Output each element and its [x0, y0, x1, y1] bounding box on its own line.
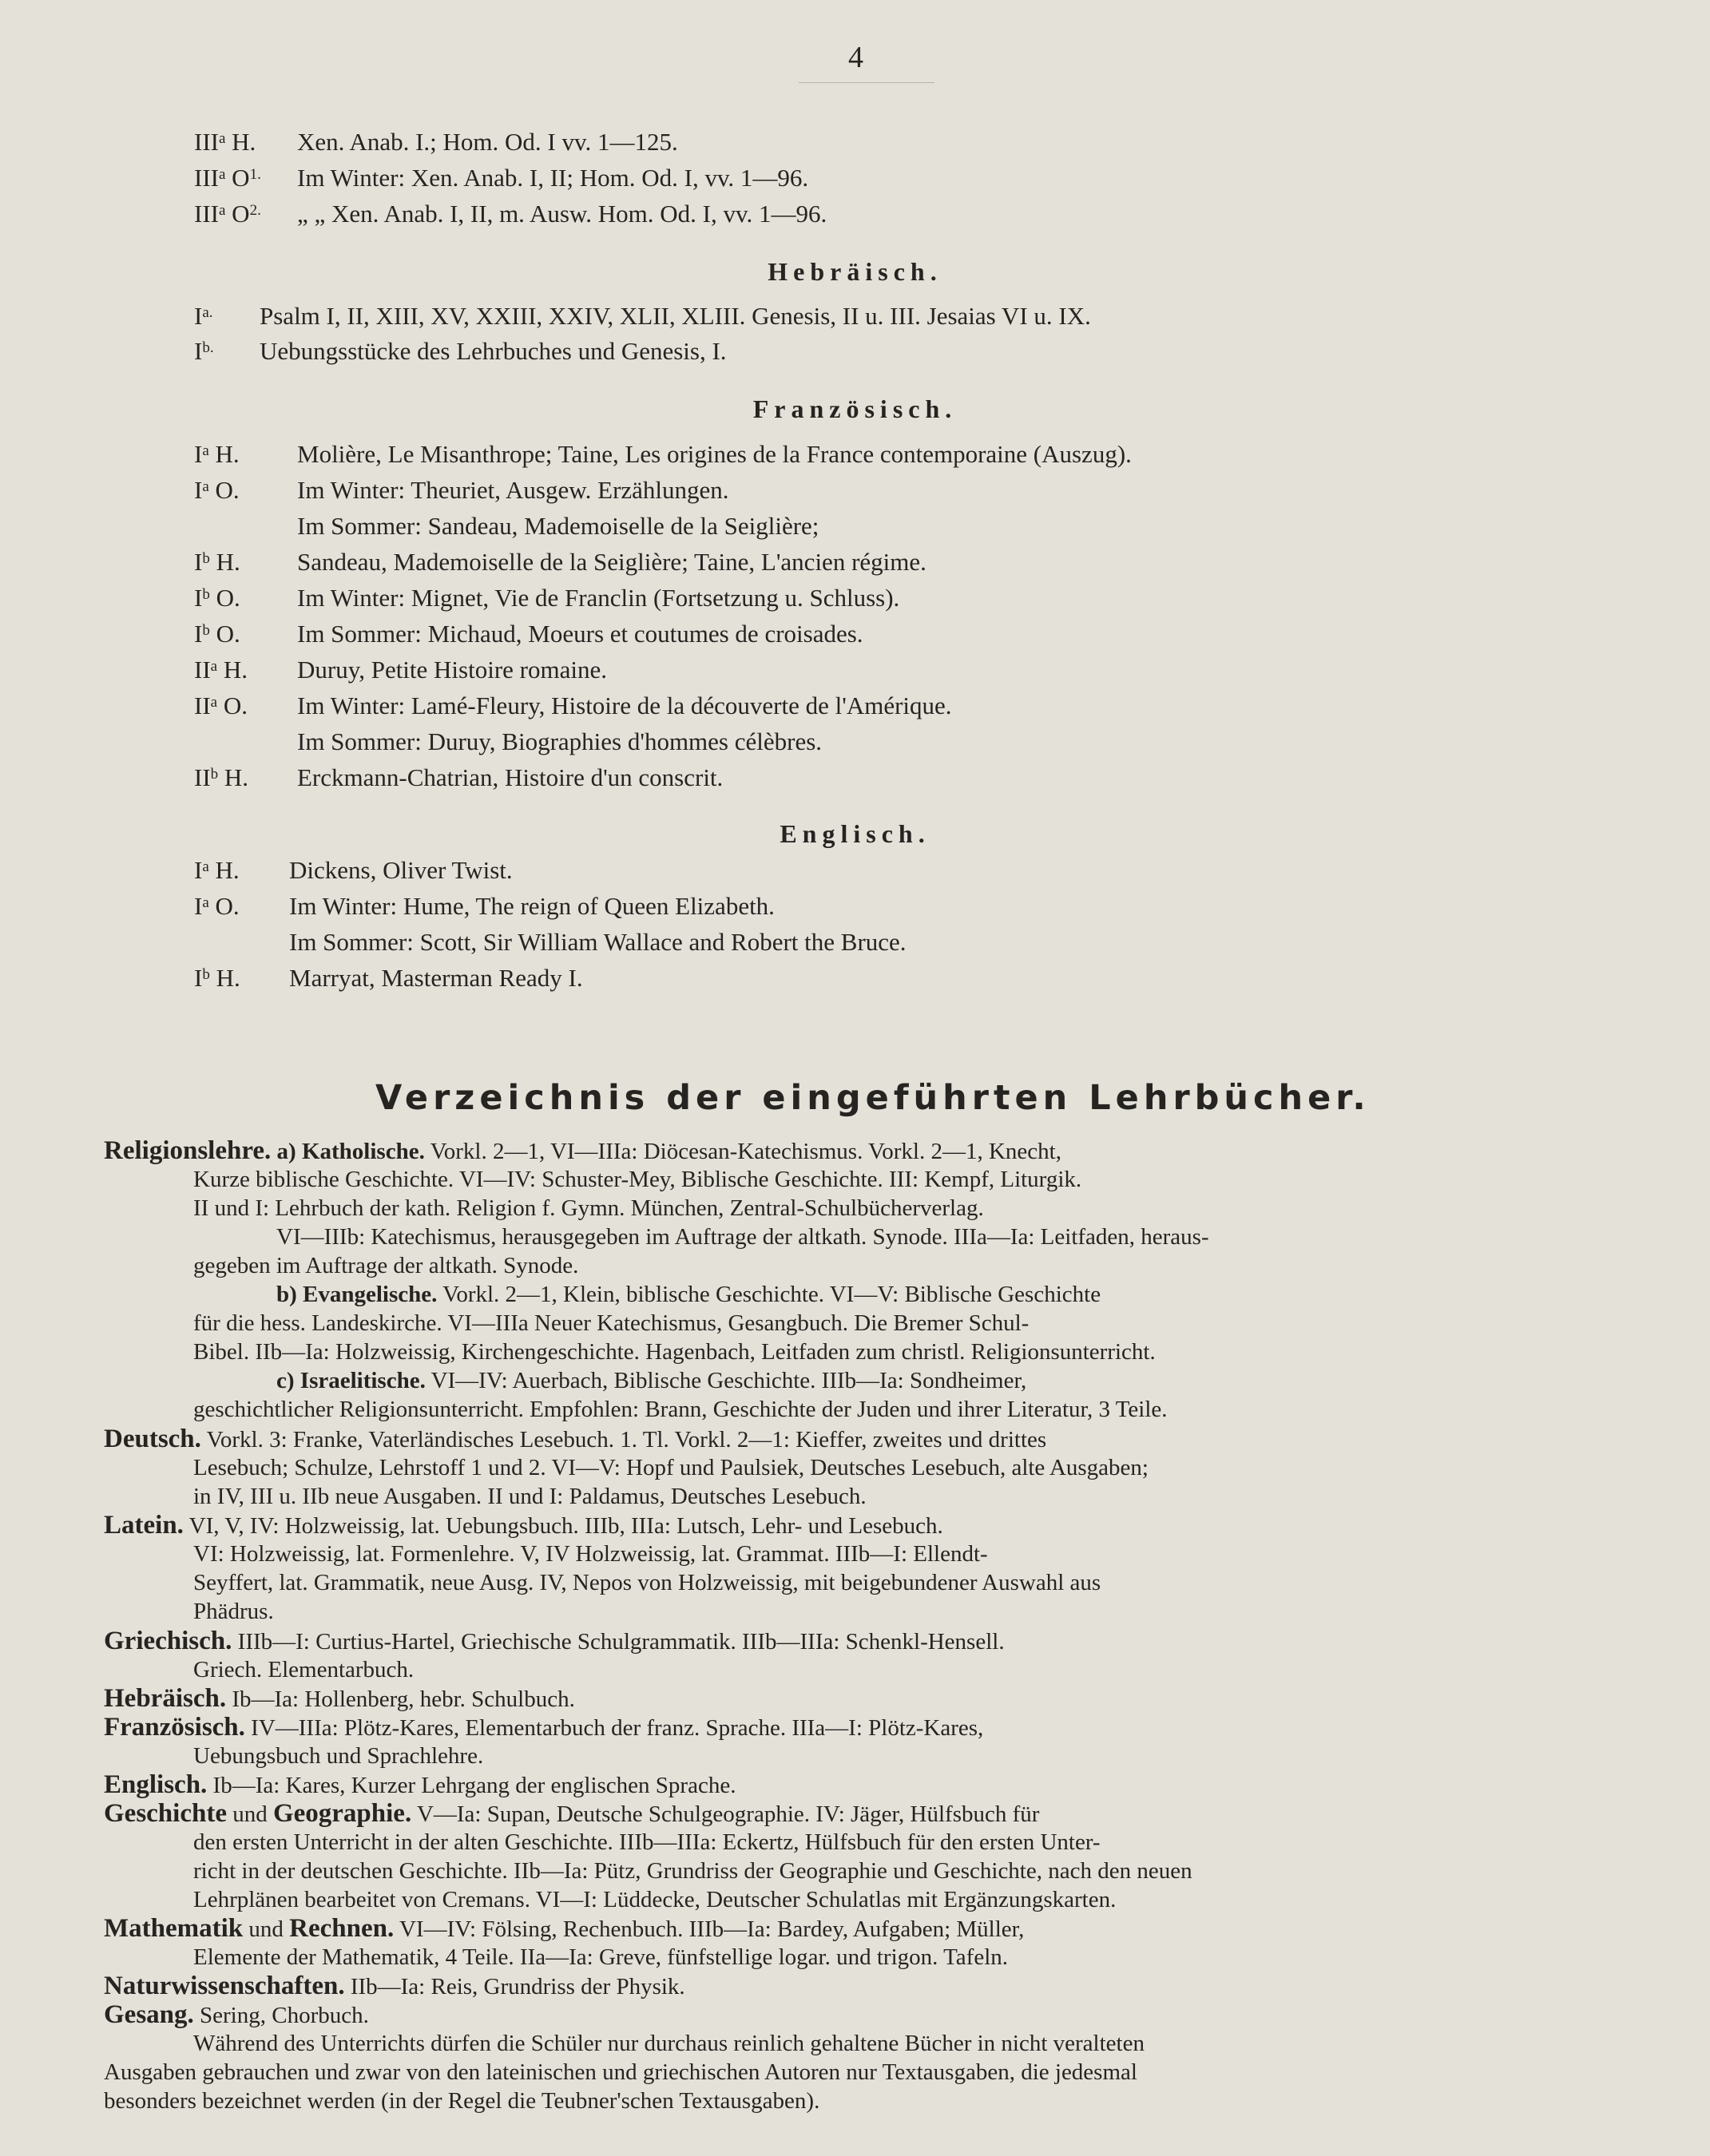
entry-text: Im Winter: Lamé-Fleury, Histoire de la découverte de l'Amérique. [297, 692, 952, 719]
religion-line-5: gegeben im Auftrage der altkath. Synode. [193, 1253, 579, 1278]
latein-line-1 [104, 1512, 943, 1540]
entry-text: Im Winter: Xen. Anab. I, II; Hom. Od. I, vv. 1—96. [297, 164, 809, 192]
evangelical-text: Vorkl. 2—1, Klein, biblische Geschichte. VI—V: Biblische Geschichte [442, 1282, 1101, 1307]
class-label: $I^b$ O. [194, 584, 240, 612]
entry-text: Psalm I, II, XIII, XV, XXIII, XXIV, XLII, XLIII. Genesis, II u. III. Jesaias VI u. IX. [260, 302, 1091, 330]
entry-text: Im Winter: Mignet, Vie de Franclin (Fortsetzung u. Schluss). [297, 584, 900, 612]
entry-text: Xen. Anab. I.; Hom. Od. I vv. 1—125. [297, 128, 678, 156]
class-label: $I^b$ H. [194, 548, 240, 576]
class-label: $I^{a.}$ [194, 302, 213, 330]
class-label: $II^a$ O. [194, 692, 248, 719]
gesang-line-1 [104, 2001, 369, 2029]
mathematik-und: und [248, 1916, 284, 1942]
entry-text: Marryat, Masterman Ready I. [289, 964, 583, 992]
entry-text: Duruy, Petite Histoire romaine. [297, 656, 607, 684]
catholic-label: a) Katholische. [276, 1139, 425, 1164]
gesang-text: Sering, Chorbuch. [200, 2003, 369, 2028]
textbooks-title: Verzeichnis der eingeführten Lehrbücher. [375, 1078, 1371, 1118]
section-heading-english: Englisch. [780, 819, 930, 848]
latein-text: VI, V, IV: Holzweissig, lat. Uebungsbuch. IIIb, IIIa: Lutsch, Lehr- und Lesebuch. [188, 1513, 943, 1539]
griechisch-text: IIIb—I: Curtius-Hartel, Griechische Schulgrammatik. IIIb—IIIa: Schenkl-Hensell. [237, 1629, 1005, 1655]
franzoesisch-line-2: Uebungsbuch und Sprachlehre. [193, 1743, 484, 1769]
latein-heading: Latein. [104, 1511, 184, 1540]
religion-heading: Religionslehre. [104, 1136, 272, 1165]
entry-text: „ „ Xen. Anab. I, II, m. Ausw. Hom. Od. I, vv. 1—96. [297, 200, 827, 228]
englisch-line-1 [104, 1771, 736, 1799]
section-heading-french: Französisch. [752, 394, 958, 423]
geschichte-line-2: den ersten Unterricht in der alten Geschichte. IIIb—IIIa: Eckertz, Hülfsbuch für den ersten Unter- [193, 1829, 1101, 1855]
religion-line-1 [104, 1137, 1061, 1165]
rechnen-heading: Rechnen. [289, 1914, 395, 1943]
griechisch-line-1 [104, 1627, 1005, 1655]
religion-line-4: VI—IIIb: Katechismus, herausgegeben im Auftrage der altkath. Synode. IIIa—Ia: Leitfaden, heraus- [276, 1224, 1209, 1250]
section-heading-hebrew: Hebräisch. [768, 257, 942, 286]
deutsch-heading: Deutsch. [104, 1425, 201, 1453]
religion-line-3: II und I: Lehrbuch der kath. Religion f. Gymn. München, Zentral-Schulbücherverlag. [193, 1195, 984, 1221]
griechisch-heading: Griechisch. [104, 1627, 232, 1655]
natur-text: IIb—Ia: Reis, Grundriss der Physik. [350, 1974, 685, 1999]
mathematik-text: VI—IV: Fölsing, Rechenbuch. IIIb—Ia: Bardey, Aufgaben; Müller, [399, 1916, 1025, 1942]
entry-text: Molière, Le Misanthrope; Taine, Les origines de la France contemporaine (Auszug). [297, 440, 1132, 468]
griechisch-line-2: Griech. Elementarbuch. [193, 1657, 415, 1682]
deutsch-text: Vorkl. 3: Franke, Vaterländisches Lesebuch. 1. Tl. Vorkl. 2—1: Kieffer, zweites und drittes [206, 1427, 1047, 1453]
englisch-heading: Englisch. [104, 1770, 208, 1799]
class-label: $I^{b.}$ [194, 337, 214, 365]
entry-text: Im Sommer: Scott, Sir William Wallace and Robert the Bruce. [289, 928, 907, 956]
hebraeisch-line-1 [104, 1685, 575, 1713]
geschichte-line-3: richt in der deutschen Geschichte. IIb—Ia: Pütz, Grundriss der Geographie und Geschichte, nach den neuen [193, 1858, 1192, 1884]
natur-heading: Naturwissenschaften. [104, 1972, 345, 2000]
mathematik-line-2: Elemente der Mathematik, 4 Teile. IIa—Ia: Greve, fünfstellige logar. und trigon. Tafeln. [193, 1944, 1008, 1970]
geschichte-und: und [232, 1801, 268, 1827]
entry-text: Im Sommer: Duruy, Biographies d'hommes célèbres. [297, 727, 823, 755]
geographie-heading: Geographie. [272, 1799, 412, 1828]
entry-text: Sandeau, Mademoiselle de la Seiglière; Taine, L'ancien régime. [297, 548, 926, 576]
latein-line-2: VI: Holzweissig, lat. Formenlehre. V, IV Holzweissig, lat. Grammat. IIIb—I: Ellendt- [193, 1541, 988, 1567]
franzoesisch-text: IV—IIIa: Plötz-Kares, Elementarbuch der franz. Sprache. IIIa—I: Plötz-Kares, [251, 1715, 984, 1741]
geschichte-line-4: Lehrplänen bearbeitet von Cremans. VI—I: Lüddecke, Deutscher Schulatlas mit Ergänzungskarten. [193, 1887, 1117, 1912]
note-line-3: besonders bezeichnet werden (in der Regel die Teubner'schen Textausgaben). [104, 2088, 820, 2114]
israelite-text: VI—IV: Auerbach, Biblische Geschichte. IIIb—Ia: Sondheimer, [430, 1368, 1027, 1393]
deutsch-line-1 [104, 1425, 1046, 1453]
entry-text: Im Winter: Theuriet, Ausgew. Erzählungen. [297, 476, 729, 504]
natur-line-1 [104, 1972, 685, 2000]
israelite-line-1 [276, 1367, 1026, 1394]
evangelical-label: b) Evangelische. [276, 1282, 438, 1307]
deutsch-line-2: Lesebuch; Schulze, Lehrstoff 1 und 2. VI—V: Hopf und Paulsiek, Deutsches Lesebuch, alte Ausgaben; [193, 1455, 1149, 1480]
entry-text: Im Sommer: Sandeau, Mademoiselle de la Seiglière; [297, 512, 819, 540]
geschichte-line-1 [104, 1800, 1039, 1828]
entry-text: Uebungsstücke des Lehrbuches und Genesis, I. [260, 337, 727, 365]
entry-text: Dickens, Oliver Twist. [289, 856, 513, 884]
israelite-line-2: geschichtlicher Religionsunterricht. Empfohlen: Brann, Geschichte der Juden und ihrer Literatur, 3 Teile. [193, 1397, 1168, 1422]
note-line-2: Ausgaben gebrauchen und zwar von den lateinischen und griechischen Autoren nur Textausgaben, die jedesmal [104, 2059, 1137, 2085]
latein-line-4: Phädrus. [193, 1599, 274, 1624]
class-label: $I^a$ H. [194, 856, 240, 884]
gesang-heading: Gesang. [104, 2000, 194, 2029]
class-label: $I^a$ O. [194, 476, 240, 504]
class-label: $I^a$ H. [194, 440, 240, 468]
religion-text: Vorkl. 2—1, VI—IIIa: Diöcesan-Katechismus. Vorkl. 2—1, Knecht, [430, 1139, 1061, 1164]
class-label: III$^a$ H. [194, 128, 256, 156]
geschichte-heading: Geschichte [104, 1799, 227, 1828]
page-number: 4 [848, 41, 863, 74]
geschichte-text: V—Ia: Supan, Deutsche Schulgeographie. IV: Jäger, Hülfsbuch für [416, 1801, 1040, 1827]
class-label: $I^b$ O. [194, 620, 240, 648]
class-label: $I^b$ H. [194, 964, 240, 992]
evangelical-line-2: für die hess. Landeskirche. VI—IIIa Neuer Katechismus, Gesangbuch. Die Bremer Schul- [193, 1310, 1030, 1336]
evangelical-line-1 [276, 1281, 1101, 1308]
mathematik-line-1 [104, 1915, 1024, 1943]
class-label: $II^b$ H. [194, 763, 249, 791]
class-label: $II^a$ H. [194, 656, 248, 684]
entry-text: Im Winter: Hume, The reign of Queen Elizabeth. [289, 892, 775, 920]
franzoesisch-heading: Französisch. [104, 1713, 245, 1742]
religion-line-2: Kurze biblische Geschichte. VI—IV: Schuster-Mey, Biblische Geschichte. III: Kempf, Liturgik. [193, 1167, 1082, 1192]
hebraeisch-text: Ib—Ia: Hollenberg, hebr. Schulbuch. [232, 1686, 575, 1712]
entry-text: Im Sommer: Michaud, Moeurs et coutumes de croisades. [297, 620, 863, 648]
mathematik-heading: Mathematik [104, 1914, 244, 1943]
englisch-text: Ib—Ia: Kares, Kurzer Lehrgang der englischen Sprache. [212, 1773, 736, 1798]
hebraeisch-heading: Hebräisch. [104, 1684, 227, 1713]
entry-text: Erckmann-Chatrian, Histoire d'un conscrit. [297, 763, 724, 791]
franzoesisch-line-1 [104, 1714, 983, 1742]
class-label: $I^a$ O. [194, 892, 240, 920]
deutsch-line-3: in IV, III u. IIb neue Ausgaben. II und I: Paldamus, Deutsches Lesebuch. [193, 1484, 867, 1509]
note-line-1: Während des Unterrichts dürfen die Schüler nur durchaus reinlich gehaltene Bücher in nicht veralteten [193, 2031, 1145, 2056]
class-label: III$^a$ $O^{1.}$ [194, 164, 261, 192]
evangelical-line-3: Bibel. IIb—Ia: Holzweissig, Kirchengeschichte. Hagenbach, Leitfaden zum christl. Religionsunterricht. [193, 1339, 1156, 1365]
class-label: III$^a$ $O^{2.}$ [194, 200, 261, 228]
israelite-label: c) Israelitische. [276, 1368, 426, 1393]
latein-line-3: Seyffert, lat. Grammatik, neue Ausg. IV, Nepos von Holzweissig, mit beigebundener Auswahl aus [193, 1570, 1101, 1595]
header-rule [799, 82, 934, 83]
